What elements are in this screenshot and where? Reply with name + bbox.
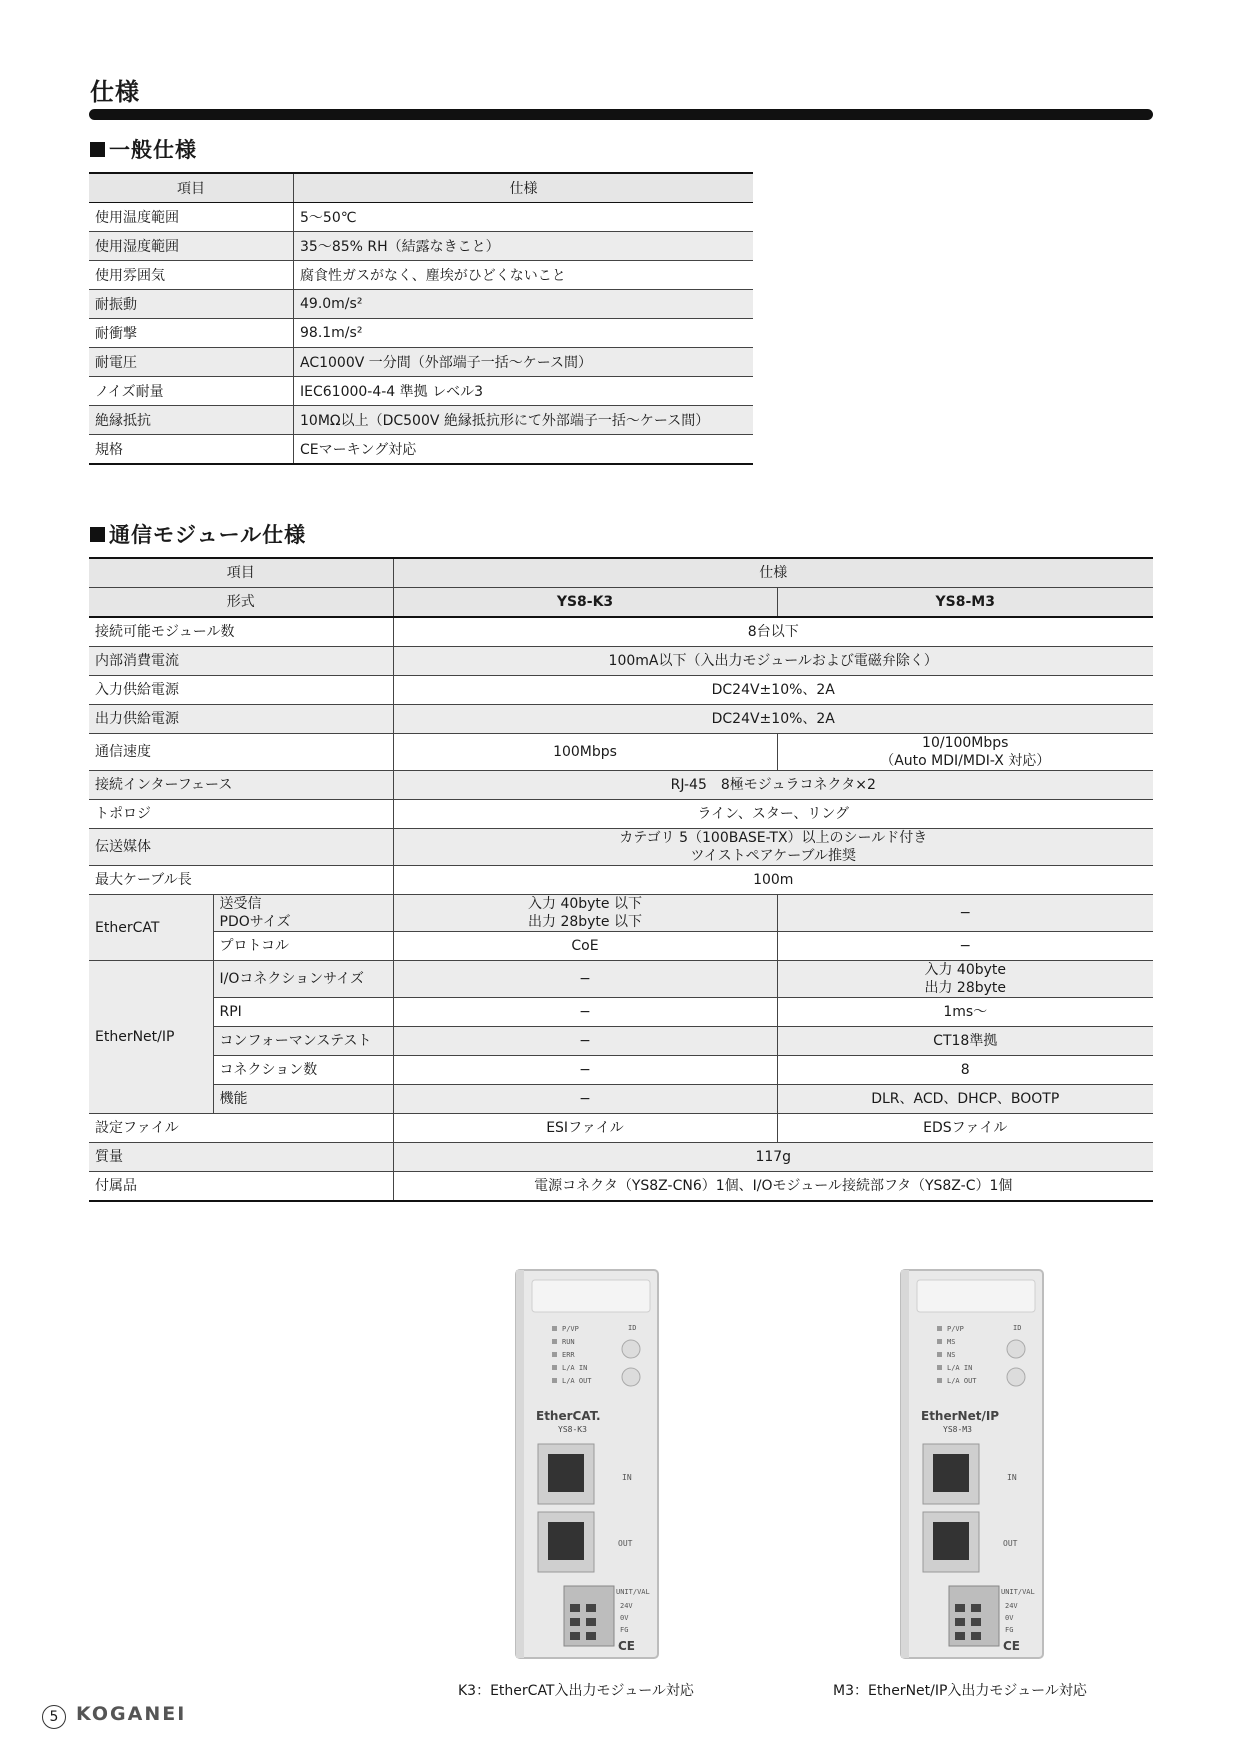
led-label: L/A IN <box>947 1364 973 1372</box>
table-row <box>89 1027 1153 1056</box>
table-cell: 入力供給電源 <box>89 676 393 705</box>
table-cell: 10MΩ以上（DC500V 絶縁抵抗形にて外部端子一括〜ケース間） <box>294 406 754 435</box>
table-cell: CEマーキング対応 <box>294 435 754 465</box>
table-cell: 100Mbps <box>393 734 777 771</box>
table-cell: 5〜50℃ <box>294 203 754 232</box>
cell-line: 入力 40byte 以下 <box>528 896 642 912</box>
terminal-label: FG <box>1005 1626 1014 1634</box>
table-cell: 設定ファイル <box>89 1114 393 1143</box>
cell-line: カテゴリ 5（100BASE-TX）以上のシールド付き <box>619 830 928 846</box>
led-label: L/A OUT <box>947 1377 977 1385</box>
table-cell <box>393 829 1153 866</box>
table-cell: 100m <box>393 866 1153 895</box>
table-cell: ノイズ耐量 <box>89 377 294 406</box>
table-cell <box>777 734 1153 771</box>
product-image-k3 <box>512 1268 662 1660</box>
comm-specs-table <box>89 557 1153 1202</box>
page-title: 仕様 <box>90 78 140 106</box>
table-header: 仕様 <box>294 173 754 203</box>
table-cell: 8 <box>777 1056 1153 1085</box>
led-label: NS <box>947 1351 956 1359</box>
table-cell: − <box>393 1027 777 1056</box>
table-cell: 電源コネクタ（YS8Z-CN6）1個、I/Oモジュール接続部フタ（YS8Z-C）1個 <box>393 1172 1153 1202</box>
table-cell: 1ms〜 <box>777 998 1153 1027</box>
table-row <box>89 377 753 406</box>
table-cell <box>213 895 393 932</box>
port-label: OUT <box>618 1539 633 1548</box>
table-cell: 8台以下 <box>393 617 1153 647</box>
table-cell: EDSファイル <box>777 1114 1153 1143</box>
led-label: L/A OUT <box>562 1377 592 1385</box>
terminal-label: 24V <box>620 1602 633 1610</box>
table-cell: CoE <box>393 932 777 961</box>
terminal-label: 24V <box>1005 1602 1018 1610</box>
table-cell: − <box>393 1085 777 1114</box>
id-label: ID <box>1013 1324 1022 1332</box>
table-row <box>89 1056 1153 1085</box>
table-header: 項目 <box>89 558 393 588</box>
table-row <box>89 771 1153 800</box>
product-brand-label: EtherNet/IP <box>921 1409 1000 1423</box>
port-label: IN <box>1007 1473 1017 1482</box>
led-label: L/A IN <box>562 1364 588 1372</box>
table-row <box>89 1114 1153 1143</box>
table-row <box>89 998 1153 1027</box>
table-cell <box>393 895 777 932</box>
led-label: P/VP <box>947 1325 964 1333</box>
table-row <box>89 435 753 465</box>
terminal-label: 0V <box>620 1614 629 1622</box>
ce-mark: CE <box>618 1639 636 1653</box>
table-cell: − <box>393 961 777 998</box>
table-cell: CT18準拠 <box>777 1027 1153 1056</box>
table-cell: 接続インターフェース <box>89 771 393 800</box>
table-row <box>89 866 1153 895</box>
table-cell: 機能 <box>213 1085 393 1114</box>
table-cell: IEC61000-4-4 準拠 レベル3 <box>294 377 754 406</box>
port-label: OUT <box>1003 1539 1018 1548</box>
led-label: ERR <box>562 1351 575 1359</box>
table-cell: 使用雰囲気 <box>89 261 294 290</box>
cell-line: 10/100Mbps <box>922 735 1009 751</box>
table-row <box>89 895 1153 932</box>
product-caption-m3: M3：EtherNet/IP入出力モジュール対応 <box>833 1683 1087 1699</box>
table-cell: 耐電圧 <box>89 348 294 377</box>
table-row <box>89 734 1153 771</box>
product-model-label: YS8-M3 <box>943 1425 972 1434</box>
table-row <box>89 1085 1153 1114</box>
cell-line: ツイストペアケーブル推奨 <box>690 848 856 864</box>
table-cell: 35〜85% RH（結露なきこと） <box>294 232 754 261</box>
table-header: 形式 <box>89 588 393 618</box>
table-cell: DC24V±10%、2A <box>393 676 1153 705</box>
table-row <box>89 800 1153 829</box>
table-cell: 100mA以下（入出力モジュールおよび電磁弁除く） <box>393 647 1153 676</box>
table-row <box>89 932 1153 961</box>
model-k3-header: YS8-K3 <box>393 588 777 618</box>
terminal-label: UNIT/VAL <box>616 1588 650 1596</box>
product-model-label: YS8-K3 <box>558 1425 587 1434</box>
model-m3-header: YS8-M3 <box>777 588 1153 618</box>
table-row <box>89 406 753 435</box>
table-row <box>89 348 753 377</box>
table-cell: I/Oコネクションサイズ <box>213 961 393 998</box>
table-cell: 117g <box>393 1143 1153 1172</box>
product-brand-label: EtherCAT. <box>536 1409 601 1423</box>
table-header: 項目 <box>89 173 294 203</box>
page-number: 5 <box>42 1705 66 1729</box>
led-label: RUN <box>562 1338 575 1346</box>
product-image-m3 <box>897 1268 1047 1660</box>
terminal-label: FG <box>620 1626 629 1634</box>
table-row <box>89 1172 1153 1202</box>
cell-line: 出力 28byte <box>924 980 1007 996</box>
table-row <box>89 261 753 290</box>
table-cell: 耐衝撃 <box>89 319 294 348</box>
ce-mark: CE <box>1003 1639 1021 1653</box>
table-row <box>89 1143 1153 1172</box>
table-row <box>89 647 1153 676</box>
table-cell <box>777 961 1153 998</box>
table-cell: 規格 <box>89 435 294 465</box>
comm-specs-heading <box>90 519 306 549</box>
led-label: MS <box>947 1338 956 1346</box>
table-cell: トポロジ <box>89 800 393 829</box>
table-row <box>89 232 753 261</box>
title-rule <box>89 109 1153 120</box>
table-cell: − <box>777 932 1153 961</box>
table-cell: コンフォーマンステスト <box>213 1027 393 1056</box>
table-cell: プロトコル <box>213 932 393 961</box>
comm-specs-heading-text: 通信モジュール仕様 <box>109 523 307 547</box>
table-cell: RJ-45 8極モジュラコネクタ×2 <box>393 771 1153 800</box>
general-specs-heading <box>90 134 197 164</box>
table-cell: AC1000V 一分間（外部端子一括〜ケース間） <box>294 348 754 377</box>
table-cell: 通信速度 <box>89 734 393 771</box>
table-cell: ESIファイル <box>393 1114 777 1143</box>
terminal-label: UNIT/VAL <box>1001 1588 1035 1596</box>
cell-line: PDOサイズ <box>219 914 291 930</box>
table-cell: − <box>777 895 1153 932</box>
square-bullet-icon <box>90 142 105 157</box>
ethernetip-group-label: EtherNet/IP <box>89 961 213 1114</box>
general-specs-table <box>89 172 753 465</box>
brand-logo: KOGANEI <box>76 1703 187 1725</box>
table-cell: 腐食性ガスがなく、塵埃がひどくないこと <box>294 261 754 290</box>
table-cell: 使用湿度範囲 <box>89 232 294 261</box>
table-cell: 質量 <box>89 1143 393 1172</box>
cell-line: 入力 40byte <box>924 962 1007 978</box>
table-cell: 内部消費電流 <box>89 647 393 676</box>
table-header: 仕様 <box>393 558 1153 588</box>
ethercat-group-label: EtherCAT <box>89 895 213 961</box>
table-cell: 接続可能モジュール数 <box>89 617 393 647</box>
table-cell: 伝送媒体 <box>89 829 393 866</box>
table-cell: 最大ケーブル長 <box>89 866 393 895</box>
table-row <box>89 829 1153 866</box>
table-header-row <box>89 588 1153 618</box>
table-cell: RPI <box>213 998 393 1027</box>
table-cell: 絶縁抵抗 <box>89 406 294 435</box>
table-cell: 付属品 <box>89 1172 393 1202</box>
table-cell: 49.0m/s² <box>294 290 754 319</box>
table-cell: コネクション数 <box>213 1056 393 1085</box>
table-row <box>89 290 753 319</box>
product-caption-k3: K3：EtherCAT入出力モジュール対応 <box>458 1683 694 1699</box>
table-row <box>89 203 753 232</box>
id-label: ID <box>628 1324 637 1332</box>
table-cell: 出力供給電源 <box>89 705 393 734</box>
square-bullet-icon <box>90 527 105 542</box>
table-cell: DLR、ACD、DHCP、BOOTP <box>777 1085 1153 1114</box>
table-row <box>89 617 1153 647</box>
led-label: P/VP <box>562 1325 579 1333</box>
terminal-label: 0V <box>1005 1614 1014 1622</box>
table-row <box>89 961 1153 998</box>
port-label: IN <box>622 1473 632 1482</box>
table-cell: ライン、スター、リング <box>393 800 1153 829</box>
cell-line: 送受信 <box>219 896 262 912</box>
cell-line: （Auto MDI/MDI-X 対応） <box>880 753 1051 769</box>
table-cell: 耐振動 <box>89 290 294 319</box>
table-row <box>89 319 753 348</box>
table-cell: 98.1m/s² <box>294 319 754 348</box>
table-cell: 使用温度範囲 <box>89 203 294 232</box>
cell-line: 出力 28byte 以下 <box>528 914 642 930</box>
table-cell: − <box>393 998 777 1027</box>
table-cell: DC24V±10%、2A <box>393 705 1153 734</box>
table-row <box>89 676 1153 705</box>
table-header-row <box>89 558 1153 588</box>
table-row <box>89 705 1153 734</box>
table-cell: − <box>393 1056 777 1085</box>
general-specs-heading-text: 一般仕様 <box>109 138 197 162</box>
